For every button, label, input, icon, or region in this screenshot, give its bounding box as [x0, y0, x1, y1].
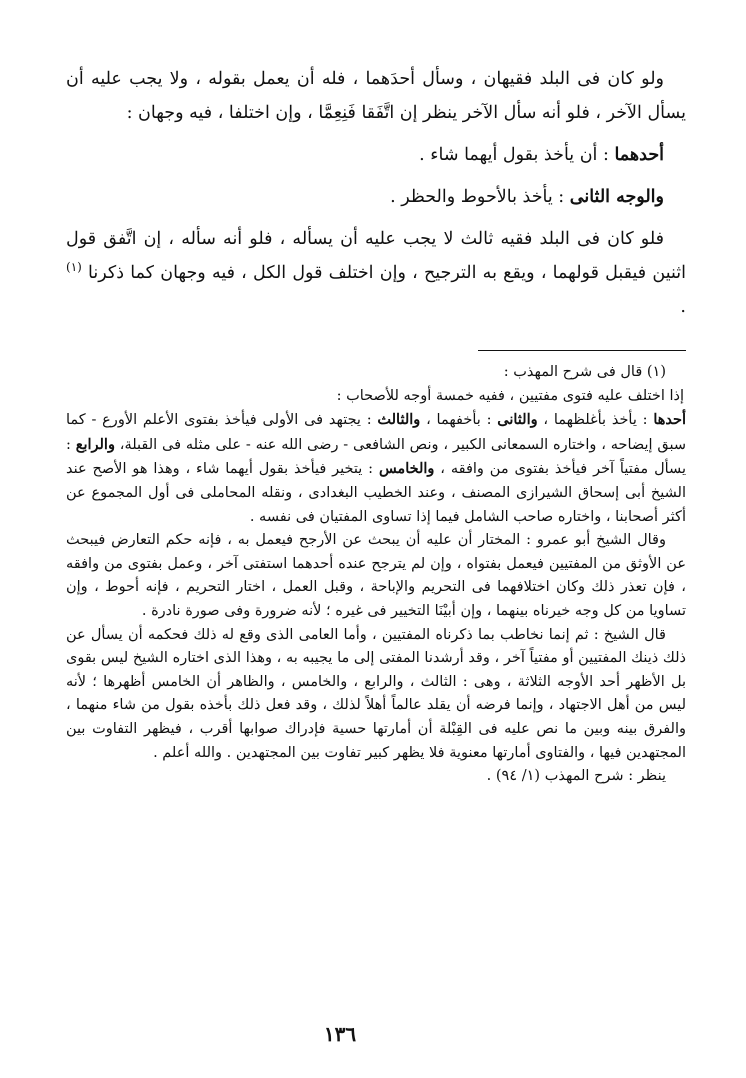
view-two-text: : بأخفهما ، — [420, 412, 498, 429]
view-one-label: أحدها — [653, 411, 686, 429]
first-view-label: أحدهما — [614, 145, 664, 165]
view-four-label: والرابع — [75, 435, 115, 453]
footnote — [66, 361, 686, 789]
paragraph-second-view — [66, 180, 686, 214]
third-jurist-text: فلو كان فى البلد فقيه ثالث لا يجب عليه أن يسأله ، فلو أنه سأله ، إن اتَّفق قول اثنين فيقبل قولهما ، ويقع به الترجيح ، وإن اختلف قول الكل ، فيه وجهان كما ذكرنا — [66, 229, 686, 283]
view-three-text: : يجتهد فى الأولى فيأخذ بفتوى الأعلم الأورع - كما سبق إيضاحه ، واختاره السمعانى الكبير ، ونص الشافعى - رضى الله عنه - على مثله فى القبلة، — [66, 412, 686, 453]
footnote-five-views — [66, 408, 686, 529]
footnote-separator — [478, 350, 686, 351]
second-view-text: : يأخذ بالأحوط والحظر . — [390, 187, 570, 207]
view-five-label: والخامس — [378, 460, 435, 478]
view-two-label: والثانى — [497, 411, 538, 429]
first-view-text: : أن يأخذ بقول أيهما شاء . — [419, 145, 615, 165]
footnote-citation: ينظر : شرح المهذب (١/ ٩٤) . — [486, 768, 666, 785]
footnote-abu-amr: وقال الشيخ أبو عمرو : المختار أن عليه أن يبحث عن الأرجح فيعمل به ، فإنه حكم التعارض فيبحث عن الأوثق من المفتيين فيعمل بفتواه ، وإن لم يترجح عنده أحدهما استفتى آخر ، وعمل بفتوى من وافقه ، فإن تعذر ذلك وكان اختلافهما فى التحريم والإباحة ، وقبل العمل ، اختار التحريم ، فإنه أحوط ، وإن تساويا من كل وجه خيرناه بينهما ، وإن أبيْنَا التخيير فى غيره ؛ لأنه ضرورة وفى صورة نادرة . — [66, 532, 686, 619]
view-three-label: والثالث — [377, 411, 421, 429]
footnote-heading: (١) قال فى شرح المهذب : — [503, 364, 666, 380]
footnote-reference: (١) — [66, 260, 82, 275]
view-four-text: : يسأل مفتياً آخر فيأخذ بفتوى من وافقه ، — [66, 436, 686, 478]
paragraph-first-view — [66, 138, 686, 172]
page-number: ١٣٦ — [323, 1022, 357, 1046]
main-text — [66, 62, 686, 324]
page-content — [66, 62, 686, 789]
view-five-text: : يتخير فيأخذ بقول أيهما شاء ، وهذا هو الأصح عند الشيخ أبى إسحاق الشيرازى المصنف ، وعند الخطيب البغدادى ، ونقله المحاملى فى أول المجموع عن أكثر أصحابنا ، واختاره صاحب الشامل فيما إذا تساوى المفتيان فى نفسه . — [66, 461, 686, 525]
footnote-intro: إذا اختلف عليه فتوى مفتيين ، ففيه خمسة أوجه للأصحاب : — [336, 387, 684, 404]
footnote-sheikh-comment: قال الشيخ : ثم إنما نخاطب بما ذكرناه المفتيين ، وأما العامى الذى وقع له ذلك فحكمه أن يسأل عن ذلك ذينك المفتيين أو مفتياً آخر ، وقد أرشدنا المفتى إلى ما يجيبه به ، وهذا الذى اختاره الشيخ ليس بقوى بل الأظهر أحد الأوجه الثلاثة ، وهى : الثالث ، والرابع ، والخامس ، والظاهر أن الخامس أظهرها ؛ لأنه ليس من أهل الاجتهاد ، وإنما فرضه أن يقلد عالماً أهلاً لذلك ، وقد فعل ذلك بأخذه بقول من شاء منهما ، والفرق بينه وبين ما نص عليه فى القِبْلة أن أمارتها حسية فإدراك صوابها أقرب ، فيظهر التفاوت بين المجتهدين فيها ، والفتاوى أمارتها معنوية فلا يظهر كبير تفاوت بين المجتهدين . والله أعلم . — [66, 626, 686, 761]
second-view-label: والوجه الثانى — [569, 187, 664, 207]
paragraph-third-jurist — [66, 222, 686, 324]
third-jurist-end: . — [680, 297, 686, 317]
view-one-text: : يأخذ بأغلظهما ، — [537, 412, 654, 429]
paragraph-two-jurists: ولو كان فى البلد فقيهان ، وسأل أحدَهما ، فله أن يعمل بقوله ، ولا يجب عليه أن يسأل الآخر ، فلو أنه سأل الآخر ينظر إن اتَّفَقا فَنِعِمَّا ، وإن اختلفا ، فيه وجهان : — [66, 69, 686, 123]
